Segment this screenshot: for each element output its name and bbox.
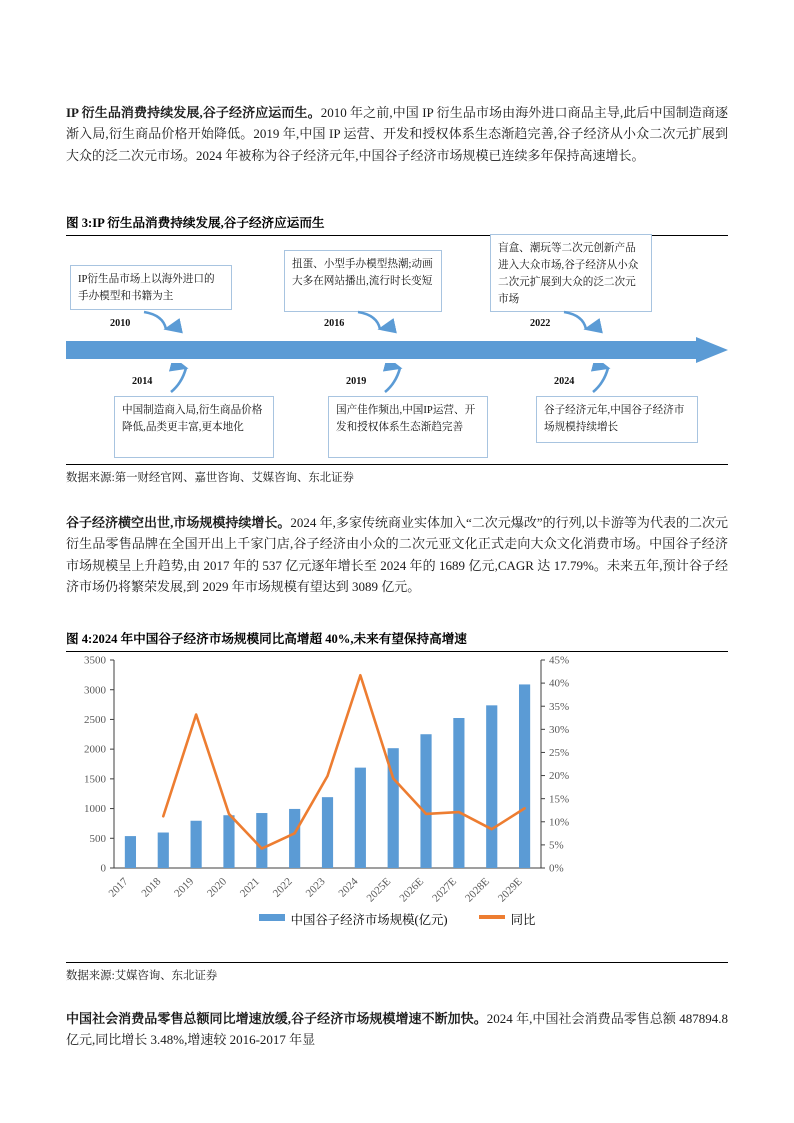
timeline-box-2010: IP衍生品市场上以海外进口的手办模型和书籍为主 [70, 265, 232, 310]
arrow-2016 [358, 312, 380, 329]
x-tick-label-2022: 2022 [270, 875, 295, 900]
paragraph-market-size [66, 512, 728, 598]
paragraph-1-body: 2010 年之前,中国 IP 衍生品市场由海外进口商品主导,此后中国制造商逐渐入局,衍生商品价格开始降低。2019 年,中国 IP 运营、开发和授权体系生态渐趋完善,谷子经济从小众二次元扩展到大众的泛二次元市场。2024 年被称为谷子经济元年,中国谷子经济市场规模已连续多年保持高速增长。 [66, 105, 728, 163]
figure-4-source: 数据来源:艾媒咨询、东北证券 [66, 962, 728, 983]
timeline-up-arrows [66, 363, 728, 393]
left-tick-label: 1500 [84, 773, 106, 786]
right-tick-label: 35% [549, 700, 570, 713]
x-tick-label-2020: 2020 [205, 875, 230, 900]
legend-swatch-line [479, 915, 505, 919]
x-tick-label-2028E: 2028E [463, 875, 492, 905]
right-tick-label: 10% [549, 816, 570, 829]
x-tick-label-2029E: 2029E [495, 875, 525, 905]
yoy-line [163, 675, 524, 848]
paragraph-3-body: 2024 年,中国社会消费品零售总额 487894.8 亿元,同比增长 3.48%,增速较 2016-2017 年显 [66, 1011, 728, 1048]
bar-2026E [420, 734, 431, 868]
x-tick-label-2019: 2019 [172, 875, 197, 900]
bar-2024 [355, 768, 366, 868]
left-tick-label: 3000 [84, 684, 106, 697]
x-tick-label-2018: 2018 [139, 875, 164, 900]
left-tick-label: 3500 [84, 654, 106, 667]
timeline-year-2024: 2024 [554, 376, 575, 387]
legend-label-bar: 中国谷子经济市场规模(亿元) [290, 913, 448, 927]
timeline-year-2014: 2014 [132, 376, 153, 387]
left-tick-label: 500 [89, 832, 106, 845]
bar-2022 [289, 809, 300, 868]
timeline-year-2019: 2019 [346, 376, 367, 387]
timeline-box-2016: 扭蛋、小型手办模型热潮;动画大多在网站播出,流行时长变短 [284, 250, 442, 312]
bar-2019 [191, 821, 202, 868]
bar-2021 [256, 813, 267, 868]
legend-item-line [479, 910, 536, 928]
bar-2017 [125, 836, 136, 868]
x-tick-label-2024: 2024 [336, 875, 361, 900]
arrow-2019 [385, 368, 400, 392]
timeline-down-arrows [66, 310, 728, 340]
timeline-year-2022: 2022 [530, 318, 551, 329]
figure-3-title: 图 3:IP 衍生品消费持续发展,谷子经济应运而生 [66, 212, 728, 236]
x-tick-label-2023: 2023 [303, 875, 328, 900]
bar-2029E [519, 684, 530, 868]
right-tick-label: 30% [549, 723, 570, 736]
paragraph-3-lead: 中国社会消费品零售总额同比增速放缓,谷子经济市场规模增速不断加快。 [66, 1011, 487, 1026]
left-tick-label: 2500 [84, 714, 106, 727]
x-tick-label-2025E: 2025E [364, 875, 394, 905]
arrow-2022 [564, 312, 586, 329]
right-tick-label: 20% [549, 770, 570, 783]
bar-2023 [322, 797, 333, 868]
timeline-box-2014: 中国制造商入局,衍生商品价格降低,品类更丰富,更本地化 [114, 396, 274, 458]
bar-2027E [453, 718, 464, 868]
arrow-2014 [171, 368, 186, 392]
timeline-box-2019: 国产佳作频出,中国IP运营、开发和授权体系生态渐趋完善 [328, 396, 488, 458]
figure-3-source: 数据来源:第一财经官网、嘉世咨询、艾媒咨询、东北证券 [66, 464, 728, 485]
paragraph-retail-sales [66, 1008, 728, 1051]
arrow-2024 [593, 368, 608, 392]
paragraph-ip-derivatives [66, 102, 728, 166]
timeline-main-arrow [66, 337, 728, 363]
x-tick-label-2026E: 2026E [397, 875, 427, 905]
right-tick-label: 15% [549, 793, 570, 806]
right-tick-label: 5% [549, 839, 564, 852]
arrow-2010 [144, 312, 166, 329]
paragraph-2-lead: 谷子经济横空出世,市场规模持续增长。 [66, 515, 291, 530]
figure-3-timeline [66, 232, 728, 464]
left-tick-label: 2000 [84, 743, 106, 756]
bar-2020 [223, 815, 234, 868]
left-tick-label: 0 [100, 862, 106, 875]
right-tick-label: 0% [549, 862, 564, 875]
bar-2028E [486, 705, 497, 868]
right-tick-label: 40% [549, 677, 570, 690]
right-tick-label: 25% [549, 747, 570, 760]
timeline-year-2016: 2016 [324, 318, 345, 329]
chart-legend [66, 910, 728, 928]
left-tick-label: 1000 [84, 803, 106, 816]
legend-swatch-bar [259, 914, 285, 921]
x-tick-label-2021: 2021 [237, 875, 262, 900]
timeline-box-2022: 盲盒、潮玩等二次元创新产品进入大众市场,谷子经济从小众二次元扩展到大众的泛二次元市场 [490, 234, 652, 312]
figure-4-chart [66, 650, 728, 955]
paragraph-1-lead: IP 衍生品消费持续发展,谷子经济应运而生。 [66, 105, 321, 120]
timeline-box-2024: 谷子经济元年,中国谷子经济市场规模持续增长 [536, 396, 698, 443]
legend-item-bar [259, 910, 448, 928]
right-tick-label: 45% [549, 654, 570, 667]
figure-4-title: 图 4:2024 年中国谷子经济市场规模同比高增超 40%,未来有望保持高增速 [66, 628, 728, 652]
legend-label-line: 同比 [510, 913, 536, 927]
bar-2018 [158, 833, 169, 868]
market-size-combo-chart [66, 650, 728, 908]
x-tick-label-2017: 2017 [106, 875, 131, 900]
timeline-year-2010: 2010 [110, 318, 131, 329]
paragraph-2-body: 2024 年,多家传统商业实体加入“二次元爆改”的行列,以卡游等为代表的二次元衍生品零售品牌在全国开出上千家门店,谷子经济由小众的二次元亚文化正式走向大众文化消费市场。中国谷子经济市场规模呈上升趋势,由 2017 年的 537 亿元逐年增长至 2024 年的 1689 亿元,CAGR 达 17.79%。未来五年,预计谷子经济市场仍将繁荣发展,到 2029 年市场规模有望达到 3089 亿元。 [66, 515, 728, 595]
x-tick-label-2027E: 2027E [430, 875, 460, 905]
